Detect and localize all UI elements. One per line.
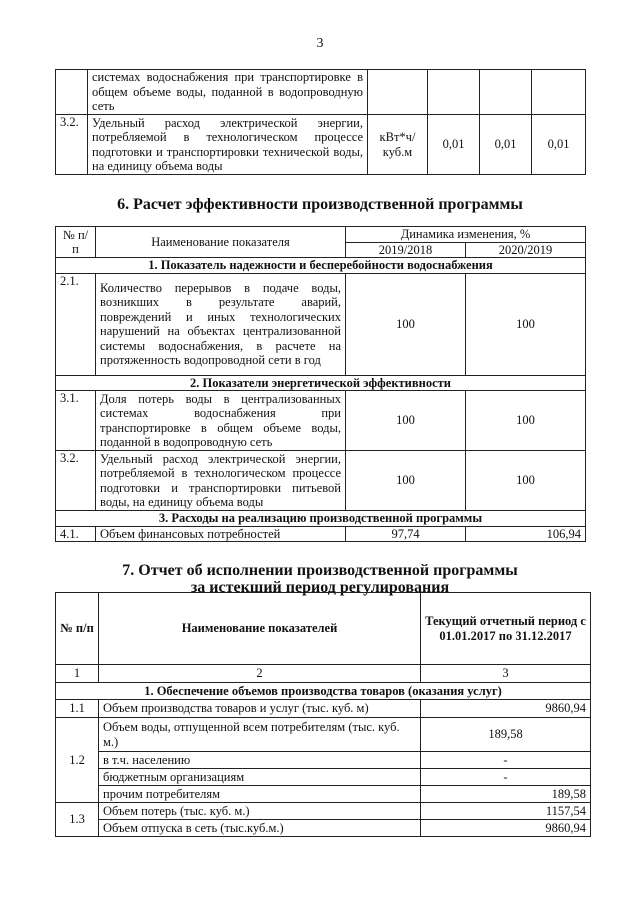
header-num: № п/п	[56, 593, 99, 665]
indicator-name: Удельный расход электрической энергии, потребляемой в технологическом процессе подготовки и транспортировки питьевой воды, на единицу объема воды	[96, 451, 346, 511]
table-row	[56, 526, 586, 542]
value-cell: 9860,94	[421, 700, 591, 718]
value-cell: 189,58	[421, 718, 591, 752]
row-number: 1.1	[56, 700, 99, 718]
table-row	[56, 391, 586, 451]
row-number	[56, 70, 88, 115]
value-cell: 189,58	[421, 786, 591, 803]
value-cell: 100	[466, 391, 586, 451]
value-cell: 1157,54	[421, 803, 591, 820]
indicator-name: Объем потерь (тыс. куб. м.)	[99, 803, 421, 820]
value-cell	[532, 70, 586, 115]
value-cell	[480, 70, 532, 115]
row-number: 3.1.	[56, 391, 96, 451]
group-row	[56, 683, 591, 700]
table-row	[56, 803, 591, 820]
unit-cell: кВт*ч/куб.м	[368, 115, 428, 175]
row-number: 1.2	[56, 718, 99, 803]
table-row	[56, 273, 586, 375]
column-number: 2	[99, 665, 421, 683]
table-row	[56, 786, 591, 803]
group-row	[56, 511, 586, 527]
page-number: 3	[316, 36, 324, 51]
column-number: 1	[56, 665, 99, 683]
table-row	[56, 718, 591, 752]
value-cell: 100	[466, 273, 586, 375]
indicator-name: Объем воды, отпущенной всем потребителям (тыс. куб. м.)	[99, 718, 421, 752]
value-cell	[428, 70, 480, 115]
indicator-name: прочим потребителям	[99, 786, 421, 803]
value-cell: 0,01	[532, 115, 586, 175]
header-name: Наименование показателей	[99, 593, 421, 665]
row-number: 3.2.	[56, 115, 88, 175]
value-cell: 100	[466, 451, 586, 511]
value-cell: 97,74	[346, 526, 466, 542]
value-cell: 9860,94	[421, 820, 591, 837]
section-7-title-line-1: 7. Отчет об исполнении производственной программы	[122, 562, 518, 579]
group-row	[56, 375, 586, 391]
header-name: Наименование показателя	[96, 227, 346, 258]
value-cell: 100	[346, 273, 466, 375]
table-row	[56, 769, 591, 786]
header-row	[56, 593, 591, 665]
table-row	[56, 752, 591, 769]
group-row	[56, 258, 586, 274]
group-title: 1. Обеспечение объемов производства товаров (оказания услуг)	[56, 683, 591, 700]
value-cell: 0,01	[480, 115, 532, 175]
value-cell: 0,01	[428, 115, 480, 175]
header-row	[56, 227, 586, 243]
group-title: 2. Показатели энергетической эффективности	[56, 375, 586, 391]
row-number: 1.3	[56, 803, 99, 837]
table-row	[56, 115, 586, 175]
value-cell: -	[421, 769, 591, 786]
table-row	[56, 700, 591, 718]
indicator-name: бюджетным организациям	[99, 769, 421, 786]
indicator-name: Количество перерывов в подаче воды, возникших в результате аварий, повреждений и иных технологических нарушений на объектах централизованной системы водоснабжения, в расчете на протяженность водопроводной сети в год	[96, 273, 346, 375]
table-row	[56, 451, 586, 511]
header-year-2: 2020/2019	[466, 242, 586, 258]
row-number: 3.2.	[56, 451, 96, 511]
table-row	[56, 820, 591, 837]
row-number: 4.1.	[56, 526, 96, 542]
group-title: 3. Расходы на реализацию производственной программы	[56, 511, 586, 527]
indicator-name: системах водоснабжения при транспортировке в общем объеме воды, поданной в водопроводную сеть	[88, 70, 368, 115]
value-cell: -	[421, 752, 591, 769]
indicator-name: в т.ч. населению	[99, 752, 421, 769]
unit-cell	[368, 70, 428, 115]
header-dynamics: Динамика изменения, %	[346, 227, 586, 243]
value-cell: 100	[346, 451, 466, 511]
section-7-title-line-2: за истекший период регулирования	[190, 579, 450, 596]
indicator-name: Объем финансовых потребностей	[96, 526, 346, 542]
indicator-name: Объем производства товаров и услуг (тыс. куб. м)	[99, 700, 421, 718]
column-number: 3	[421, 665, 591, 683]
report-table	[55, 592, 591, 837]
value-cell: 100	[346, 391, 466, 451]
header-year-1: 2019/2018	[346, 242, 466, 258]
indicator-name: Объем отпуска в сеть (тыс.куб.м.)	[99, 820, 421, 837]
column-number-row	[56, 665, 591, 683]
value-cell: 106,94	[466, 526, 586, 542]
row-number: 2.1.	[56, 273, 96, 375]
header-num: № п/п	[56, 227, 96, 258]
continuation-table	[55, 69, 586, 175]
efficiency-table	[55, 226, 586, 542]
indicator-name: Доля потерь воды в централизованных системах водоснабжения при транспортировке в общем объеме воды, поданной в водопроводную сеть	[96, 391, 346, 451]
group-title: 1. Показатель надежности и бесперебойности водоснабжения	[56, 258, 586, 274]
indicator-name: Удельный расход электрической энергии, потребляемой в технологическом процессе подготовки и транспортировки технической воды, на единицу объема воды	[88, 115, 368, 175]
section-6-title: 6. Расчет эффективности производственной программы	[117, 196, 523, 213]
table-row	[56, 70, 586, 115]
header-period: Текущий отчетный период с 01.01.2017 по 31.12.2017	[421, 593, 591, 665]
